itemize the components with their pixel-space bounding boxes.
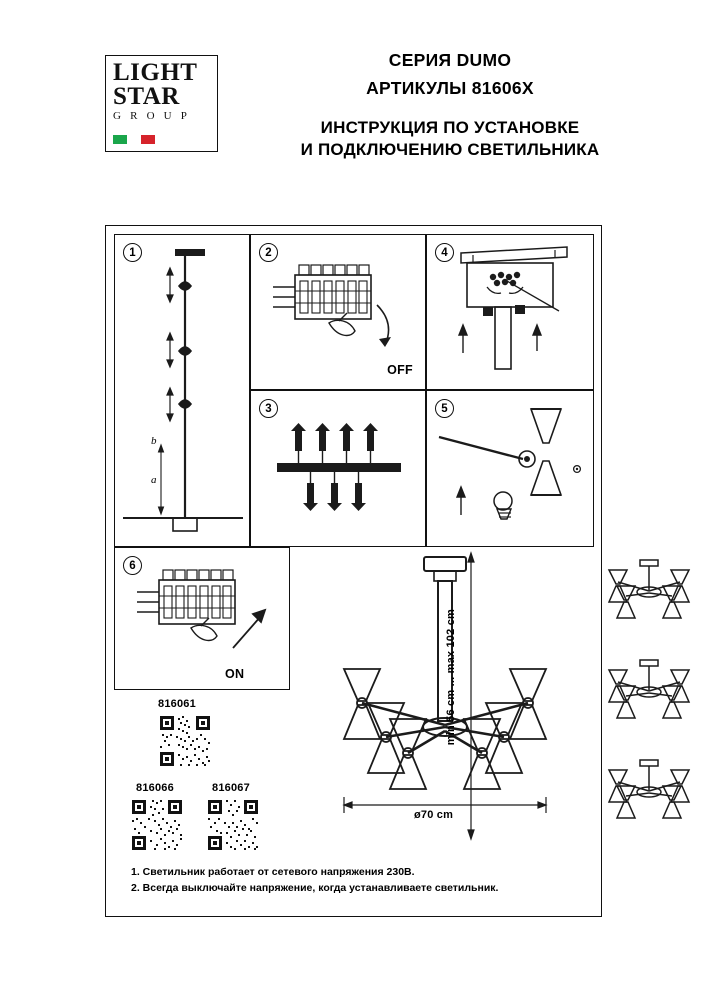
step-3-panel — [250, 390, 426, 547]
logo-line-3: G R O U P — [113, 109, 191, 122]
qr-code-area — [114, 698, 290, 843]
step-6-panel — [114, 547, 290, 690]
diameter-label: ø70 cm — [414, 809, 454, 821]
step-5-number: 5 — [435, 399, 454, 418]
step-3-number: 3 — [259, 399, 278, 418]
qr-caption-right: 816067 — [212, 782, 250, 794]
step-1-panel — [114, 234, 250, 547]
step-1-label-a: a — [151, 474, 157, 486]
title-line-1: ИНСТРУКЦИЯ ПО УСТАНОВКЕ — [320, 118, 580, 137]
step-2-number: 2 — [259, 243, 278, 262]
step-4-panel — [426, 234, 594, 390]
step-4-number: 4 — [435, 243, 454, 262]
height-dimension — [445, 551, 479, 841]
logo-line-2: STAR — [113, 82, 180, 110]
instruction-frame — [105, 225, 602, 917]
qr-code-816066 — [130, 798, 184, 852]
step-2-panel — [250, 234, 426, 390]
logo-line-1: LIGHT — [113, 59, 198, 86]
title-line-2: И ПОДКЛЮЧЕНИЮ СВЕТИЛЬНИКА — [300, 139, 600, 159]
step-1-diagram — [115, 235, 249, 546]
note-2: 2. Всегда выключайте напряжение, когда устанавливаете светильник. — [131, 882, 499, 895]
qr-caption-top: 816061 — [158, 698, 196, 710]
step-1-number: 1 — [123, 243, 142, 262]
step-5-panel — [426, 390, 594, 547]
qr-caption-left: 816066 — [136, 782, 174, 794]
height-label: min 56 cm ... max 102 cm — [445, 609, 457, 746]
qr-code-816067 — [206, 798, 260, 852]
italian-flag-icon — [113, 135, 155, 144]
step-1-label-b: b — [151, 435, 157, 447]
brand-logo — [105, 55, 218, 152]
step-6-number: 6 — [123, 556, 142, 575]
step-2-label-off: OFF — [387, 363, 413, 377]
qr-code-816061 — [158, 714, 212, 768]
step-6-label-on: ON — [225, 667, 245, 681]
notes-block — [131, 864, 591, 897]
step-3-diagram — [251, 391, 425, 546]
series-label: СЕРИЯ DUMO — [388, 50, 512, 70]
header-text-block — [240, 50, 660, 161]
note-1: 1. Светильник работает от сетевого напряжения 230В. — [131, 866, 415, 878]
variant-illustrations — [596, 556, 706, 846]
article-label: АРТИКУЛЫ 81606X — [366, 78, 534, 98]
